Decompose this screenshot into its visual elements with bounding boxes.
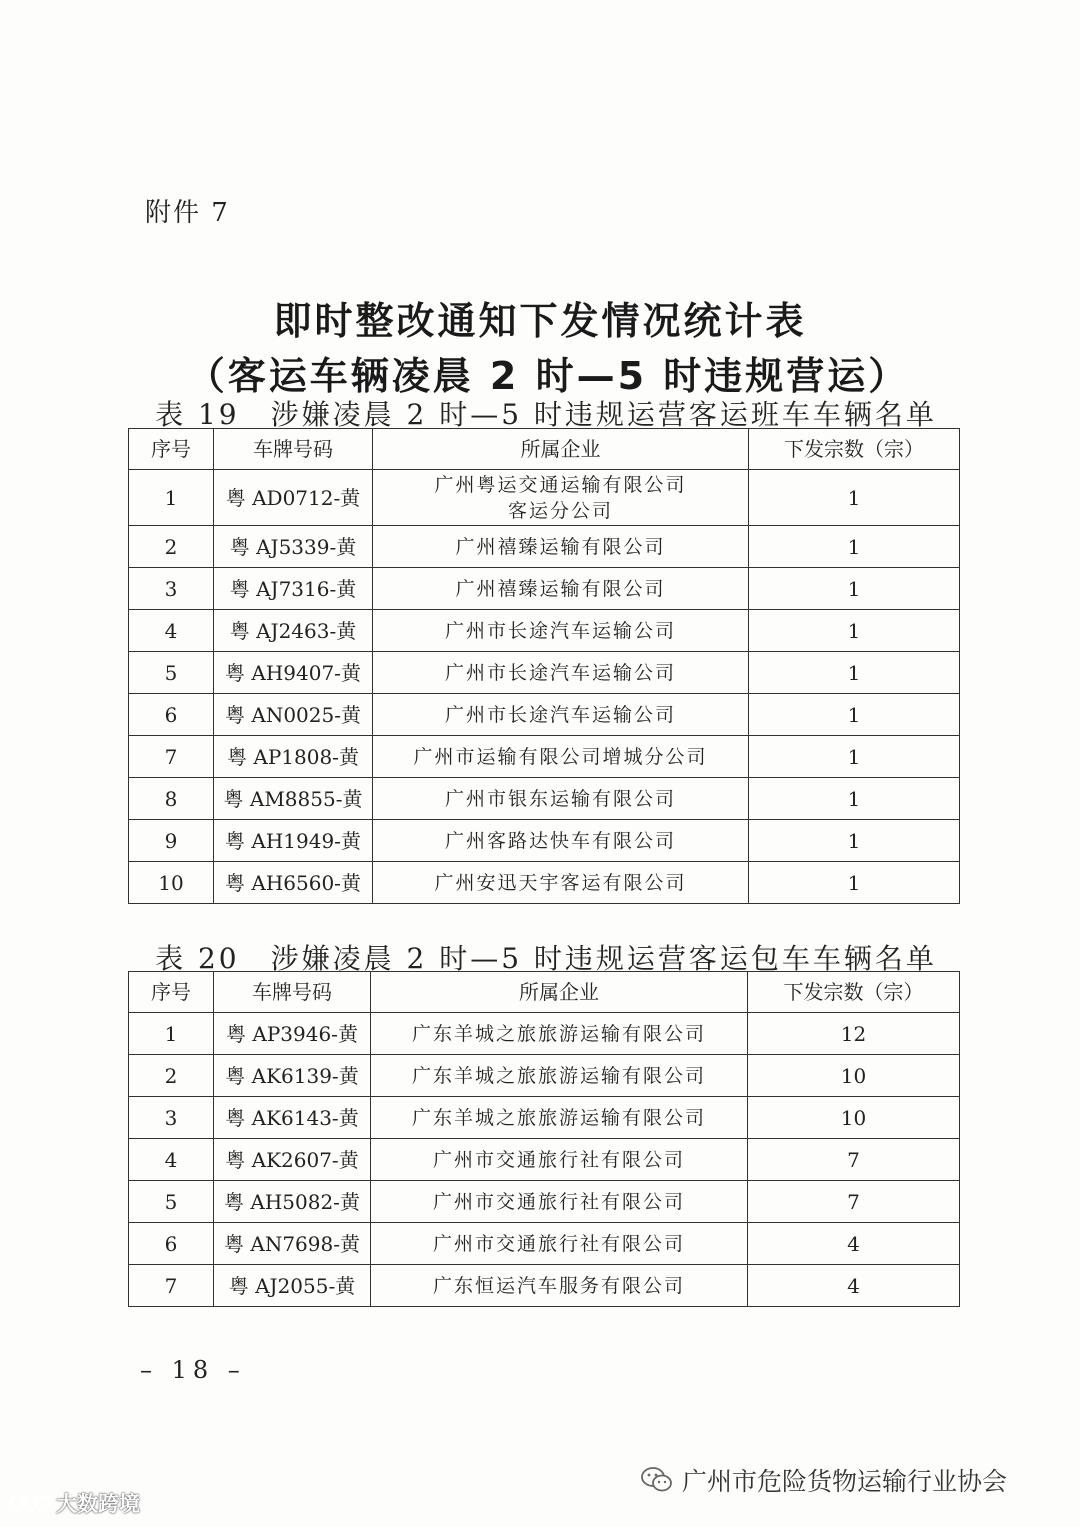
cell-company: 广州客路达快车有限公司 [373,820,749,862]
cell-company: 广东羊城之旅旅游运输有限公司 [371,1013,748,1055]
cell-no: 6 [129,694,214,736]
cell-no: 7 [129,1265,214,1307]
table-row [129,1223,960,1265]
header-no: 序号 [129,429,214,470]
cell-plate: 粤 AM8855-黄 [214,778,373,820]
cell-company [373,470,749,526]
watermark-wechat [640,1462,1007,1498]
cell-count: 7 [748,1139,960,1181]
cell-count: 1 [749,526,960,568]
table20-caption: 表 20 涉嫌凌晨 2 时—5 时违规运营客运包车车辆名单 [155,942,937,975]
cell-company: 广州市运输有限公司增城分公司 [373,736,749,778]
cell-company: 广州市长途汽车运输公司 [373,694,749,736]
cell-count: 10 [748,1097,960,1139]
cell-no: 6 [129,1223,214,1265]
cell-plate: 粤 AP1808-黄 [214,736,373,778]
cell-no: 2 [129,526,214,568]
table19-caption: 表 19 涉嫌凌晨 2 时—5 时违规运营客运班车车辆名单 [155,398,937,431]
cell-count: 1 [749,610,960,652]
cell-plate: 粤 AH6560-黄 [214,862,373,904]
cell-no: 3 [129,568,214,610]
cell-company: 广州市交通旅行社有限公司 [371,1223,748,1265]
header-plate: 车牌号码 [214,972,371,1013]
cell-plate: 粤 AK6139-黄 [214,1055,371,1097]
cell-plate: 粤 AH9407-黄 [214,652,373,694]
cell-count: 1 [749,778,960,820]
cell-plate: 粤 AN0025-黄 [214,694,373,736]
table-row [129,568,960,610]
header-count: 下发宗数（宗） [748,972,960,1013]
cell-no: 7 [129,736,214,778]
cell-count: 1 [749,736,960,778]
table-row [129,1013,960,1055]
cell-no: 3 [129,1097,214,1139]
cell-no: 1 [129,1013,214,1055]
cell-company: 广州市交通旅行社有限公司 [371,1181,748,1223]
table-row [129,1055,960,1097]
cell-company: 广州禧臻运输有限公司 [373,568,749,610]
table-row [129,1181,960,1223]
cell-company: 广东恒运汽车服务有限公司 [371,1265,748,1307]
cell-no: 4 [129,1139,214,1181]
cell-count: 1 [749,820,960,862]
cell-plate: 粤 AJ2463-黄 [214,610,373,652]
cell-count: 12 [748,1013,960,1055]
table20 [128,971,960,1307]
company-line2: 客运分公司 [507,499,613,522]
wechat-icon [640,1466,674,1494]
cell-count: 10 [748,1055,960,1097]
cell-company: 广州市交通旅行社有限公司 [371,1139,748,1181]
page-number: – 18 – [140,1356,246,1384]
cell-plate: 粤 AK6143-黄 [214,1097,371,1139]
table-row [129,736,960,778]
cell-company: 广州禧臻运输有限公司 [373,526,749,568]
page-subtitle: （客运车辆凌晨 2 时—5 时违规营运） [186,354,910,398]
cell-no: 9 [129,820,214,862]
cell-plate: 粤 AK2607-黄 [214,1139,371,1181]
cell-count: 4 [748,1223,960,1265]
cell-count: 1 [749,568,960,610]
table19 [128,428,960,904]
table-row [129,862,960,904]
header-count: 下发宗数（宗） [749,429,960,470]
cell-plate: 粤 AJ2055-黄 [214,1265,371,1307]
cell-plate: 粤 AD0712-黄 [214,470,373,526]
table-row [129,694,960,736]
cell-no: 5 [129,652,214,694]
cell-company: 广东羊城之旅旅游运输有限公司 [371,1097,748,1139]
cell-plate: 粤 AH1949-黄 [214,820,373,862]
cell-no: 2 [129,1055,214,1097]
attachment-label: 附件 7 [145,198,230,228]
cell-plate: 粤 AN7698-黄 [214,1223,371,1265]
watermark-text: 广州市危险货物运输行业协会 [682,1467,1008,1496]
cell-no: 5 [129,1181,214,1223]
table-row [129,820,960,862]
table-header-row [129,429,960,470]
table-row [129,610,960,652]
cell-plate: 粤 AJ7316-黄 [214,568,373,610]
cell-no: 8 [129,778,214,820]
cell-no: 4 [129,610,214,652]
cell-count: 1 [749,470,960,526]
cell-plate: 粤 AH5082-黄 [214,1181,371,1223]
cell-count: 4 [748,1265,960,1307]
cell-count: 1 [749,652,960,694]
brand-logo-icon [8,1490,52,1516]
table-row [129,470,960,526]
table-row [129,1097,960,1139]
cell-count: 1 [749,694,960,736]
cell-plate: 粤 AJ5339-黄 [214,526,373,568]
cell-company: 广州市长途汽车运输公司 [373,652,749,694]
company-line1: 广州粤运交通运输有限公司 [434,473,687,496]
cell-count: 1 [749,862,960,904]
header-company: 所属企业 [371,972,748,1013]
header-company: 所属企业 [373,429,749,470]
cell-no: 10 [129,862,214,904]
cell-company: 广东羊城之旅旅游运输有限公司 [371,1055,748,1097]
header-plate: 车牌号码 [214,429,373,470]
watermark-left-text: 大数跨境 [56,1492,140,1516]
table-row [129,1265,960,1307]
cell-company: 广州安迅天宇客运有限公司 [373,862,749,904]
watermark-logo [8,1488,140,1518]
page-title: 即时整改通知下发情况统计表 [273,299,807,343]
table-row [129,526,960,568]
cell-company: 广州市长途汽车运输公司 [373,610,749,652]
cell-no: 1 [129,470,214,526]
header-no: 序号 [129,972,214,1013]
table-header-row [129,972,960,1013]
cell-company: 广州市银东运输有限公司 [373,778,749,820]
cell-count: 7 [748,1181,960,1223]
table-row [129,1139,960,1181]
cell-plate: 粤 AP3946-黄 [214,1013,371,1055]
table-row [129,778,960,820]
table-row [129,652,960,694]
